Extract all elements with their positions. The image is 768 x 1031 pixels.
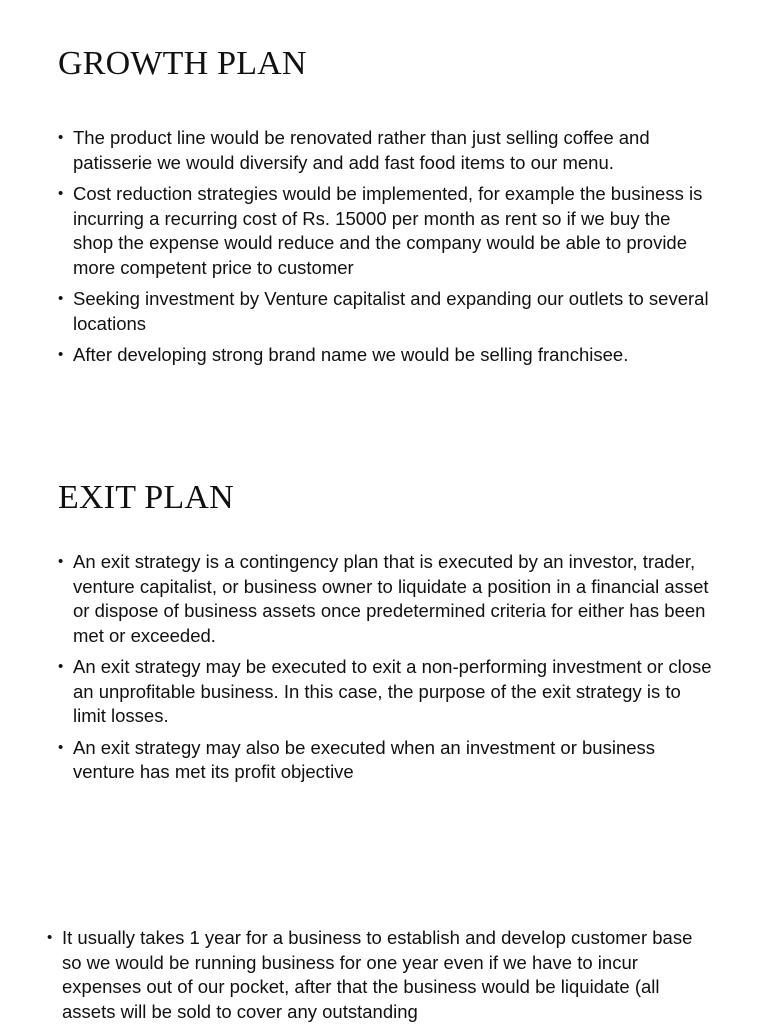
bullet-icon: • <box>47 929 53 946</box>
bullet-icon: • <box>58 185 64 202</box>
list-item-text: Cost reduction strategies would be implemented, for example the business is incurring a recurring cost of Rs. 15000 per month as rent so if we buy the shop the expense would reduce and the company would be able to provide more competent price to customer <box>73 183 703 278</box>
continuation-list <box>47 926 717 1031</box>
list-item-text: It usually takes 1 year for a business to establish and develop customer base so we would be running business for one year even if we have to incur expenses out of our pocket, after that the business would be liquidate (all assets will be sold to cover any outstanding <box>62 927 693 1022</box>
bullet-icon: • <box>58 346 64 363</box>
growth-plan-list <box>58 126 713 375</box>
list-item-text: The product line would be renovated rather than just selling coffee and patisserie we would diversify and add fast food items to our menu. <box>73 127 650 173</box>
list-item-text: Seeking investment by Venture capitalist and expanding our outlets to several locations <box>73 288 709 334</box>
bullet-icon: • <box>58 658 64 675</box>
list-item-text: An exit strategy is a contingency plan that is executed by an investor, trader, venture capitalist, or business owner to liquidate a position in a financial asset or dispose of business assets once predetermined criteria for either has been met or exceeded. <box>73 551 709 646</box>
list-item <box>58 343 713 368</box>
exit-plan-list <box>58 550 713 792</box>
list-item <box>58 736 713 785</box>
list-item <box>58 126 713 175</box>
bullet-icon: • <box>58 738 64 756</box>
list-item-text: An exit strategy may also be executed when an investment or business venture has met its profit objective <box>73 736 656 782</box>
bullet-icon: • <box>58 129 64 146</box>
list-item <box>58 655 713 729</box>
list-item <box>58 182 713 280</box>
exit-plan-heading: EXIT PLAN <box>58 479 234 516</box>
list-item <box>47 926 717 1024</box>
growth-plan-heading: GROWTH PLAN <box>58 45 307 82</box>
bullet-icon: • <box>58 290 64 307</box>
list-item-text: After developing strong brand name we would be selling franchisee. <box>73 344 629 365</box>
list-item <box>58 550 713 648</box>
bullet-icon: • <box>58 553 64 570</box>
list-item <box>58 287 713 336</box>
list-item-text: An exit strategy may be executed to exit a non-performing investment or close an unprofitable business. In this case, the purpose of the exit strategy is to limit losses. <box>73 656 712 726</box>
